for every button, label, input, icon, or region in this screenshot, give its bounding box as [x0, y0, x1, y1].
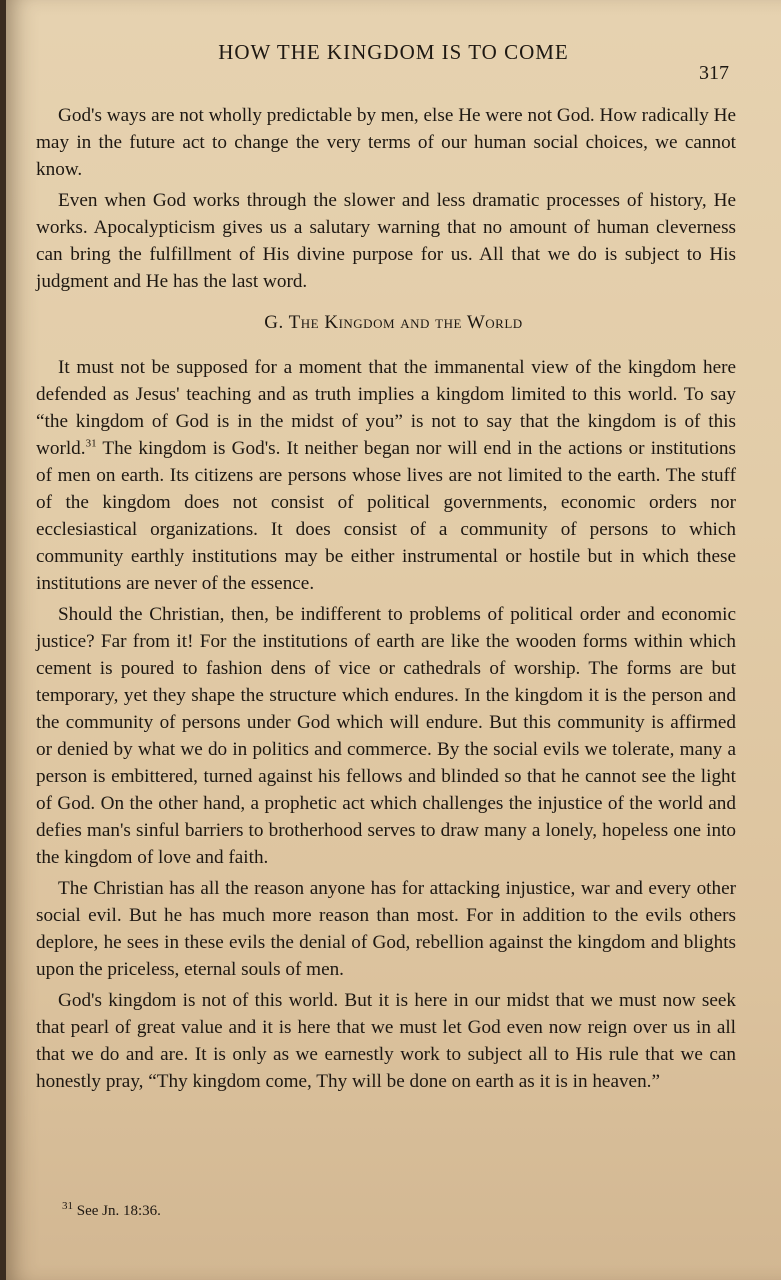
footnote-text: See Jn. 18:36.: [73, 1203, 161, 1219]
intro-text: [36, 102, 736, 295]
paragraph-text: It must not be supposed for a moment that the immanental view of the kingdom here defended as Jesus' teaching and as truth implies a kingdom limited to this world. To say “the kingdom of God is in the midst of you” is not to say that the kingdom is of this world.: [36, 357, 736, 459]
footnote-reference: 31: [85, 437, 97, 450]
footnote-number: 31: [62, 1200, 73, 1212]
paragraph-text: The kingdom is God's. It neither began nor will end in the actions or institutions of men on earth. Its citizens are persons whose lives are not limited to the earth. The stuff of the kingdom does not consist of political governments, economic orders nor ecclesiastical organizations. It does consist of a community of persons to which community earthly institutions may be either instrumental or hostile but in which these institutions are never of the essence.: [36, 438, 736, 594]
paragraph: Even when God works through the slower and less dramatic processes of history, He works. Apocalypticism gives us a salutary warning that no amount of human cleverness can bring the fulfillment of His divine purpose for us. All that we do is subject to His judgment and He has the last word.: [36, 190, 736, 292]
paragraph: [36, 354, 736, 597]
page-number: 317: [699, 62, 729, 84]
book-page: [6, 0, 781, 1280]
paragraph: God's ways are not wholly predictable by men, else He were not God. How radically He may in the future act to change the very terms of our human social choices, we cannot know.: [36, 105, 736, 180]
paragraph: The Christian has all the reason anyone has for attacking injustice, war and every other social evil. But he has much more reason than most. For in addition to the evils others deplore, he sees in these evils the denial of God, rebellion against the kingdom and blights upon the priceless, eternal souls of men.: [36, 878, 736, 980]
section-text: [36, 354, 736, 1095]
paragraph: Should the Christian, then, be indifferent to problems of political order and economic justice? Far from it! For the institutions of earth are like the wooden forms within which cement is poured to fashion dens of vice or cathedrals of worship. The forms are but temporary, yet they shape the structure which endures. In the kingdom it is the person and the community of persons under God which will endure. But this community is affirmed or denied by what we do in politics and commerce. By the social evils we tolerate, many a person is embittered, turned against his fellows and blinded so that he cannot see the light of God. On the other hand, a prophetic act which challenges the injustice of the world and defies man's sinful barriers to brotherhood serves to draw many a lonely, hopeless one into the kingdom of love and faith.: [36, 604, 736, 868]
footnote: [62, 1200, 161, 1220]
paragraph: God's kingdom is not of this world. But it is here in our midst that we must now seek that pearl of great value and it is here that we must let God even now reign over us in all that we do and are. It is only as we earnestly work to subject all to His rule that we can honestly pray, “Thy kingdom come, Thy will be done on earth as it is in heaven.”: [36, 990, 736, 1092]
section-heading: G. The Kingdom and the World: [264, 312, 523, 333]
running-header: HOW THE KINGDOM IS TO COME: [218, 40, 569, 64]
